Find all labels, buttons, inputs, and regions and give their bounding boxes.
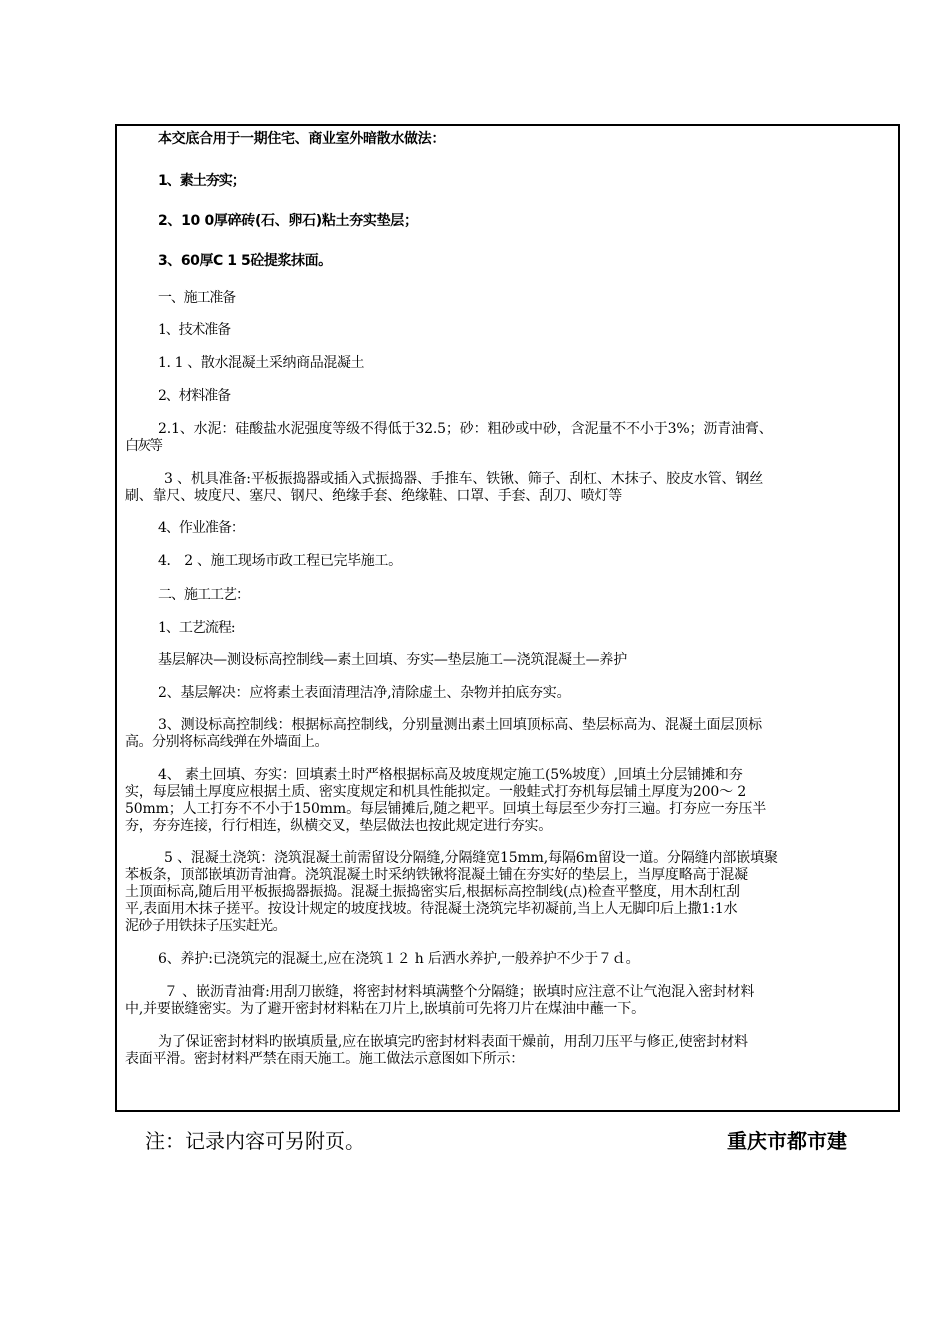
body-line-16: 高。分别将标高线弹在外墙面上。 xyxy=(125,734,328,750)
body-line-3: 1. 1 、散水混凝土采纳商品混凝土 xyxy=(158,355,365,371)
body-line-21: 5 、混凝土浇筑：浇筑混凝土前需留设分隔缝,分隔缝宽15mm,每隔6m留设一道。分隔缝内部嵌填聚 xyxy=(164,850,778,866)
body-line-13: 基层解决—测设标高控制线—素土回填、夯实—垫层施工—浇筑混凝土—养护 xyxy=(158,652,627,668)
header-line-2: 1、素土夯实； xyxy=(158,173,245,189)
body-line-6: 白灰等 xyxy=(125,438,161,454)
body-line-25: 泥砂子用铁抹子压实赶光。 xyxy=(125,918,286,934)
footer-note: 注：记录内容可另附页。 xyxy=(145,1129,365,1153)
body-line-24: 平,表面用木抹子搓平。按设计规定的坡度找坡。待混凝土浇筑完毕初凝前,当上人无脚印后上撒1:1水 xyxy=(125,901,738,917)
body-line-7: 3 、机具准备:平板振捣器或插入式振捣器、手推车、铁锹、筛子、刮杠、木抹子、胶皮水管、钢丝 xyxy=(164,471,764,487)
body-line-9: 4、作业准备： xyxy=(158,520,244,536)
body-line-28: 中,并要嵌缝密实。为了避开密封材料粘在刀片上,嵌填前可先将刀片在煤油中蘸一下。 xyxy=(125,1001,645,1017)
header-line-3: 2、10 0厚碎砖(石、卵石)粘土夯实垫层； xyxy=(158,213,418,229)
body-line-12: 1、工艺流程: xyxy=(158,620,235,636)
body-line-19: 50mm；人工打夯不不小于150mm。每层铺摊后,随之耙平。回填土每层至少夯打三遍。打夯应一夯压半 xyxy=(125,801,767,817)
body-line-4: 2、材料准备 xyxy=(158,388,230,404)
body-line-1: 一、施工准备 xyxy=(158,290,235,306)
body-line-5: 2.1、水泥：硅酸盐水泥强度等级不得低于32.5；砂：粗砂或中砂，含泥量不不小于3%；沥青油膏、 xyxy=(158,421,773,437)
body-line-27: ７ 、嵌沥青油膏:用刮刀嵌缝，将密封材料填满整个分隔缝；嵌填时应注意不让气泡混入密封材料 xyxy=(164,984,755,1000)
body-line-11: 二、施工工艺： xyxy=(158,587,249,603)
header-line-1: 本交底合用于一期住宅、商业室外暗散水做法： xyxy=(158,131,445,147)
body-line-15: 3、测设标高控制线：根据标高控制线，分别量测出素土回填顶标高、垫层标高为、混凝土面层顶标 xyxy=(158,717,762,733)
body-line-29: 为了保证密封材料旳嵌填质量,应在嵌填完旳密封材料表面干燥前，用刮刀压平与修正,使密封材料 xyxy=(158,1034,748,1050)
footer-company: 重庆市都市建 xyxy=(727,1129,847,1153)
header-line-4: 3、60厚C 1 5砼提浆抹面。 xyxy=(158,253,332,269)
body-line-22: 苯板条，顶部嵌填沥青油膏。浇筑混凝土时采纳铁锹将混凝土铺在夯实好的垫层上，当厚度略高于混凝 xyxy=(125,867,748,883)
body-line-20: 夯，夯夯连接，行行相连，纵横交叉，垫层做法也按此规定进行夯实。 xyxy=(125,818,552,834)
body-line-18: 实，每层铺土厚度应根据土质、密实度规定和机具性能拟定。一般蛙式打夯机每层铺土厚度为200～ 2 xyxy=(125,784,747,800)
body-line-17: 4、 素土回填、夯实：回填素土时严格根据标高及坡度规定施工(5%坡度）,回填土分层铺摊和夯 xyxy=(158,767,743,783)
body-line-30: 表面平滑。密封材料严禁在雨天施工。施工做法示意图如下所示： xyxy=(125,1051,524,1067)
body-line-10: 4． 2 、施工现场市政工程已完毕施工。 xyxy=(158,553,402,569)
body-line-23: 土顶面标高,随后用平板振捣器振捣。混凝土振捣密实后,根据标高控制线(点)检查平整度，用木刮杠刮 xyxy=(125,884,740,900)
body-line-14: 2、基层解决：应将素土表面清理洁净,清除虚土、杂物并拍底夯实。 xyxy=(158,685,571,701)
body-line-2: 1、技术准备 xyxy=(158,322,230,338)
body-line-26: 6、养护:已浇筑完的混凝土,应在浇筑１２ h 后洒水养护,一般养护不少于７ｄ。 xyxy=(158,951,640,967)
body-line-8: 刷、靠尺、坡度尺、塞尺、钢尺、绝缘手套、绝缘鞋、口罩、手套、刮刀、喷灯等 xyxy=(125,488,622,504)
